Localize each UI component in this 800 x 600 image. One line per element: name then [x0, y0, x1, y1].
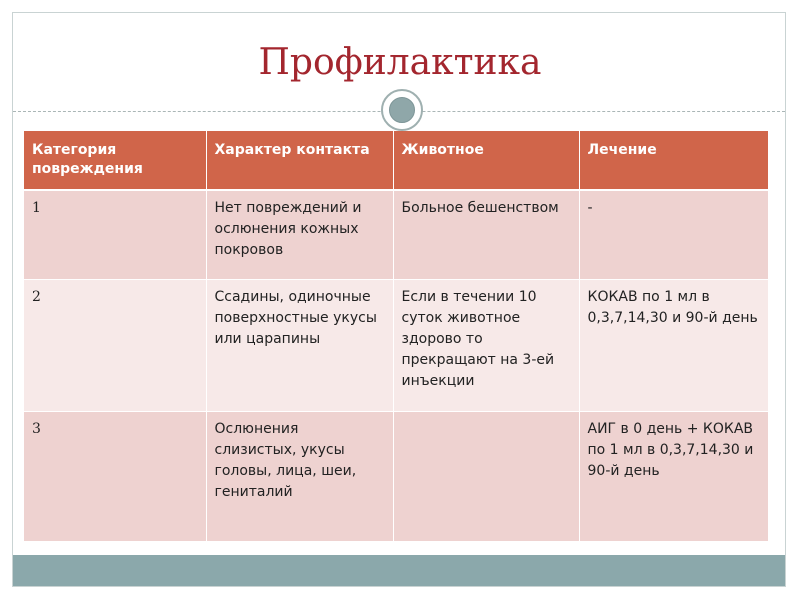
header-animal: Животное	[393, 131, 579, 190]
table-row	[24, 411, 768, 541]
table-row	[24, 279, 768, 411]
cell-category: 1	[24, 190, 206, 279]
table-row	[24, 190, 768, 279]
header-contact: Характер контакта	[206, 131, 393, 190]
cell-contact: Ослюнения слизистых, укусы головы, лица, шеи, гениталий	[206, 411, 393, 541]
slide-title: Профилактика	[258, 42, 542, 83]
cell-category: 3	[24, 411, 206, 541]
bottom-band	[13, 555, 785, 586]
header-treatment: Лечение	[579, 131, 768, 190]
circle-ornament-icon	[381, 89, 423, 131]
cell-contact: Нет повреждений и ослюнения кожных покровов	[206, 190, 393, 279]
cell-treatment: КОКАВ по 1 мл в 0,3,7,14,30 и 90-й день	[579, 279, 768, 411]
cell-animal	[393, 411, 579, 541]
cell-treatment: АИГ в 0 день + КОКАВ по 1 мл в 0,3,7,14,30 и 90-й день	[579, 411, 768, 541]
cell-treatment: -	[579, 190, 768, 279]
prophylaxis-table	[24, 131, 769, 541]
cell-contact: Ссадины, одиночные поверхностные укусы или царапины	[206, 279, 393, 411]
table-header-row	[24, 131, 768, 190]
circle-ornament-inner	[389, 97, 415, 123]
cell-animal: Если в течении 10 суток животное здорово то прекращают на 3-ей инъекции	[393, 279, 579, 411]
header-category: Категория повреждения	[24, 131, 206, 190]
cell-category: 2	[24, 279, 206, 411]
cell-animal: Больное бешенством	[393, 190, 579, 279]
